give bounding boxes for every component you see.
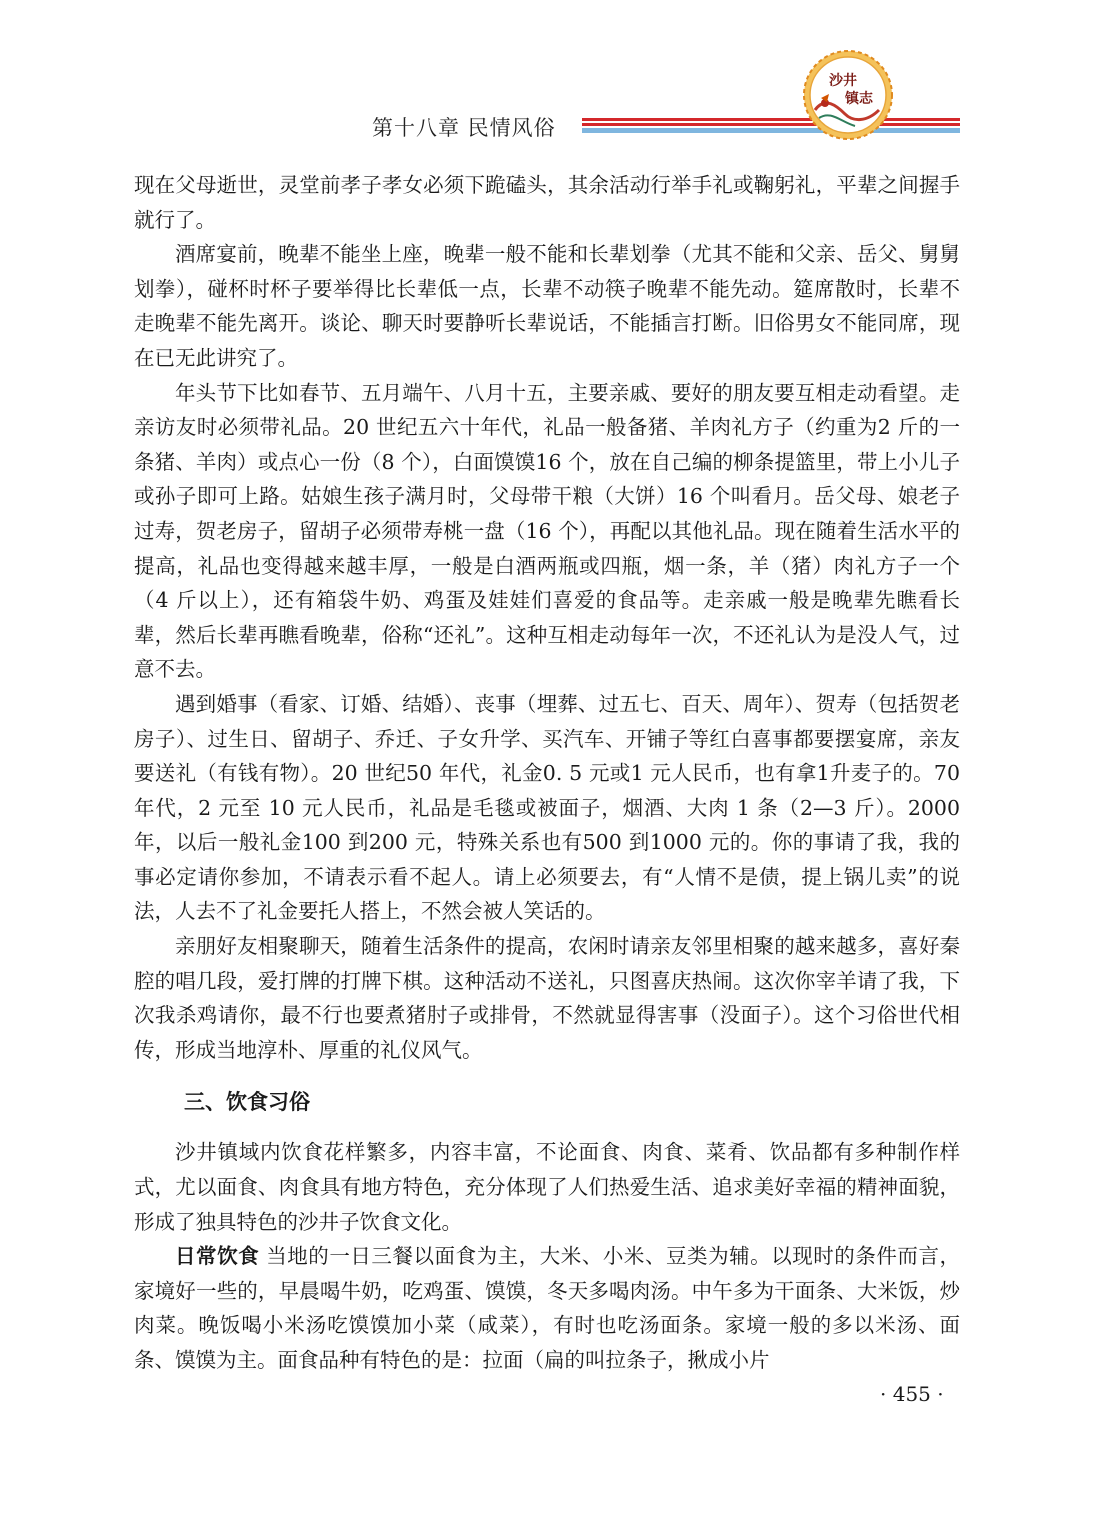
header-rule-red-2 — [582, 123, 960, 126]
paragraph-2: 年头节下比如春节、五月端午、八月十五，主要亲戚、要好的朋友要互相走动看望。走亲访友时必须带礼品。20 世纪五六十年代，礼品一般备猪、羊肉礼方子（约重为2 斤的一条猪、羊肉）或点心一份（8 个），白面馍馍16 个，放在自己编的柳条提篮里，带上小儿子或孙子即可上路。姑娘生孩子满月时，父母带干粮（大饼）16 个叫看月。岳父母、娘老子过寿，贺老房子，留胡子必须带寿桃一盘（16 个），再配以其他礼品。现在随着生活水平的提高，礼品也变得越来越丰厚，一般是白酒两瓶或四瓶，烟一条，羊（猪）肉礼方子一个（4 斤以上），还有箱袋牛奶、鸡蛋及娃娃们喜爱的食品等。走亲戚一般是晚辈先瞧看长辈，然后长辈再瞧看晚辈，俗称“还礼”。这种互相走动每年一次，不还礼认为是没人气，过意不去。 — [134, 380, 960, 682]
header-rule — [582, 118, 960, 138]
paragraph-1: 酒席宴前，晚辈不能坐上座，晚辈一般不能和长辈划拳（尤其不能和父亲、岳父、舅舅划拳），碰杯时杯子要举得比长辈低一点，长辈不动筷子晚辈不能先动。筵席散时，长辈不走晚辈不能先离开。谈论、聊天时要静听长辈说话，不能插言打断。旧俗男女不能同席，现在已无此讲究了。 — [134, 242, 960, 370]
paragraph-5: 沙井镇域内饮食花样繁多，内容丰富，不论面食、肉食、菜肴、饮品都有多种制作样式，尤以面食、肉食具有地方特色，充分体现了人们热爱生活、追求美好幸福的精神面貌，形成了独具特色的沙井子饮食文化。 — [134, 1140, 960, 1234]
paragraph-6-text: 当地的一日三餐以面食为主，大米、小米、豆类为辅。以现时的条件而言，家境好一些的，早晨喝牛奶，吃鸡蛋、馍馍，冬天多喝肉汤。中午多为干面条、大米饭，炒肉菜。晚饭喝小米汤吃馍馍加小菜（咸菜），有时也吃汤面条。家境一般的多以米汤、面条、馍馍为主。面食品种有特色的是：拉面（扁的叫拉条子，揪成小片 — [134, 1244, 961, 1372]
seal-line-1: 沙井 — [829, 73, 857, 89]
chapter-title: 第十八章 民情风俗 — [372, 116, 556, 140]
page-number: · 455 · — [880, 1382, 944, 1406]
page-header — [0, 0, 1093, 150]
header-rule-blue — [582, 128, 960, 133]
section-heading: 三、饮食习俗 — [184, 1090, 310, 1115]
page-body — [134, 168, 960, 1378]
paragraph-6 — [134, 1239, 960, 1377]
paragraph-0: 现在父母逝世，灵堂前孝子孝女必须下跪磕头，其余活动行举手礼或鞠躬礼，平辈之间握手就行了。 — [134, 173, 960, 232]
header-rule-red-1 — [582, 118, 960, 121]
paragraph-3: 遇到婚事（看家、订婚、结婚）、丧事（埋葬、过五七、百天、周年）、贺寿（包括贺老房子）、过生日、留胡子、乔迁、子女升学、买汽车、开铺子等红白喜事都要摆宴席，亲友要送礼（有钱有物）。20 世纪50 年代，礼金0. 5 元或1 元人民币，也有拿1升麦子的。70 年代，2 元至 10 元人民币，礼品是毛毯或被面子，烟酒、大肉 1 条（2—3 斤）。2000 年，以后一般礼金100 到200 元，特殊关系也有500 到1000 元的。你的事请了我，我的事必定请你参加，不请表示看不起人。请上必须要去，有“人情不是债，提上锅儿卖”的说法，人去不了礼金要托人搭上，不然会被人笑话的。 — [134, 691, 960, 924]
paragraph-6-lead: 日常饮食 — [175, 1244, 260, 1269]
paragraph-4: 亲朋好友相聚聊天，随着生活条件的提高，农闲时请亲友邻里相聚的越来越多，喜好秦腔的唱几段，爱打牌的打牌下棋。这种活动不送礼，只图喜庆热闹。这次你宰羊请了我，下次我杀鸡请你，最不行也要煮猪肘子或排骨，不然就显得害事（没面子）。这个习俗世代相传，形成当地淳朴、厚重的礼仪风气。 — [134, 934, 960, 1062]
town-records-seal — [801, 48, 895, 142]
seal-line-2: 镇志 — [845, 91, 873, 107]
seal-text — [801, 48, 895, 142]
